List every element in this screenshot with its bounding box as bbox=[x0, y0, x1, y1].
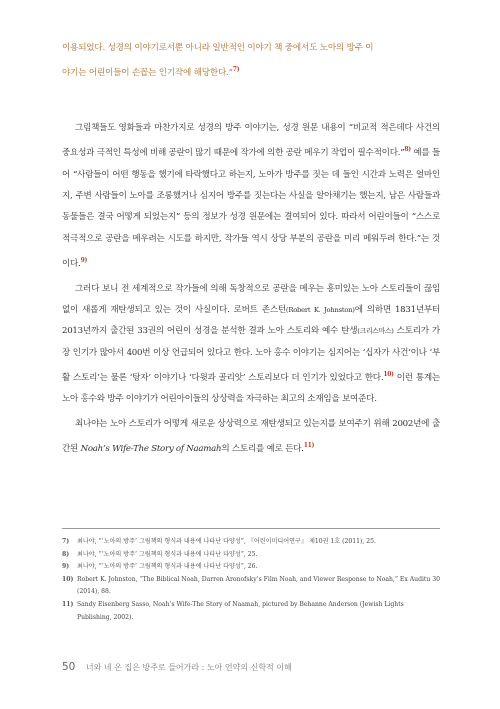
footnote-number: 8) bbox=[62, 550, 70, 558]
footnote-text: 최나야, “‘노아의 방주’ 그림책의 형식과 내용에 나타난 다양성”, 『어린이미디어연구』 제10권 1호 (2011), 25. bbox=[77, 538, 376, 545]
block-quote bbox=[62, 38, 442, 84]
christmas-note: (크리스마스) bbox=[357, 327, 394, 336]
body-text bbox=[62, 118, 440, 464]
footnote-ref-7[interactable]: 7) bbox=[232, 66, 240, 73]
paragraph-1-part-a: 그림책들도 영화들과 마찬가지로 성경의 방주 이야기는, 성경 원문 내용이 “비교적 적은데다 사건의 중요성과 극적인 특성에 비해 공란이 많기 때문에 작가에 의한 공란 메우기 작업이 필수적이다.” bbox=[62, 123, 440, 159]
footnote-11 bbox=[62, 599, 440, 624]
paragraph-2-part-c: 스토리가 가장 인기가 많아서 400번 이상 언급되어 있다고 한다. 노아 홍수 이야기는 심지어는 ‘십자가 사건’이나 ‘부활 스토리’는 물론 ‘탕자’ 이야기나 ‘다윗과 골리앗’ 스토리보다 더 인기가 있었다고 한다. bbox=[62, 326, 440, 384]
paragraph-2 bbox=[62, 279, 440, 411]
page-number: 50 bbox=[62, 661, 76, 673]
footnote-ref-8[interactable]: 8) bbox=[404, 146, 411, 154]
paragraph-3-part-a: 최나야는 노아 스토리가 어떻게 새로운 상상력으로 재탄생되고 있는지를 보여주기 위해 2002년에 출간된 bbox=[62, 418, 440, 455]
footnote-number: 7) bbox=[62, 538, 70, 545]
book-title: Noah’s Wife-The Story of Naamah bbox=[80, 444, 222, 455]
footnote-10 bbox=[62, 574, 440, 599]
footnote-9 bbox=[62, 561, 440, 574]
footnote-number: 11) bbox=[62, 600, 74, 608]
quote-line-1: 이용되었다. 성경의 이야기로서뿐 아니라 일반적인 이야기 책 중에서도 노아의 방주 이 bbox=[62, 43, 374, 53]
paragraph-3 bbox=[62, 414, 440, 461]
quote-line-2 bbox=[62, 59, 442, 84]
footnote-ref-10[interactable]: 10) bbox=[383, 371, 394, 379]
paragraph-1 bbox=[62, 118, 440, 276]
paragraph-2-part-b: 에 의하면 1831년부터 2013년까지 출간된 33권의 어린이 성경을 분석한 결과 노아 스토리와 예수 탄생 bbox=[62, 304, 440, 337]
footnote-number: 9) bbox=[62, 563, 70, 571]
paragraph-1-part-b: 예를 들어 “사람들이 어떤 행동을 했기에 타락했다고 하는지, 노아가 방주를 짓는 데 들인 시간과 노력은 얼마인지, 주변 사람들이 노아를 조롱했거나 심지어 방주를 짓는다는 사실을 알아채기는 했는지, 남은 사람들과 동물들은 결국 어떻게 되었는지” 등의 정보가 성경 원문에는 결여되어 있다. 따라서 어린이들이 “스스로 적극적으로 공란을 메우려는 시도를 하지만, 작가들 역시 상당 부분의 공란을 미리 메워두려 한다.”는 것이다. bbox=[62, 148, 441, 270]
page-footer bbox=[62, 661, 442, 673]
footnote-divider bbox=[62, 528, 440, 529]
quote-line-2-text: 야기는 어린이들이 손꼽는 인기작에 해당한다.” bbox=[62, 67, 233, 78]
footnote-ref-11[interactable]: 11) bbox=[303, 442, 315, 450]
footnotes bbox=[62, 536, 440, 624]
footnote-text: 최나야, “‘노아의 방주’ 그림책의 형식과 내용에 나타난 다양성”, 25. bbox=[77, 550, 258, 558]
footnote-number: 10) bbox=[62, 575, 74, 583]
running-title: 너와 네 온 집은 방주로 들어가라 : 노아 언약의 신학적 이해 bbox=[85, 663, 292, 672]
footnote-7 bbox=[62, 536, 440, 549]
footnote-text: Sandy Eisenberg Sasso, Noah’s Wife-The Story of Naamah, pictured by Behanne Anderson (Jewish Lights Publishing, 2002). bbox=[77, 600, 404, 621]
author-name-latin: (Robert K. Johnston) bbox=[285, 305, 355, 314]
footnote-text: Robert K. Johnston, “The Biblical Noah, Darren Aronofsky’s Film Noah, and Viewer Response to Noah,” Ex Auditu 30 (2014), 88. bbox=[77, 575, 440, 596]
footnote-text: 최나야, “‘노아의 방주’ 그림책의 형식과 내용에 나타난 다양성”, 26. bbox=[77, 563, 258, 571]
footnote-8 bbox=[62, 549, 440, 562]
paragraph-2-part-a: 그러다 보니 전 세계적으로 작가들에 의해 독창적으로 공란을 메우는 흥미있는 노아 스토리들이 끊임없이 새롭게 재탄생되고 있는 것이 사실이다. 로버트 존스턴 bbox=[62, 283, 440, 315]
paragraph-2-part-d: 이런 통계는 노아 홍수와 방주 이야기가 어린아이들의 상상력을 자극하는 최고의 소재임을 보여준다. bbox=[62, 373, 440, 405]
footnote-ref-9[interactable]: 9) bbox=[80, 257, 88, 265]
paragraph-3-part-b: 의 스토리를 예로 든다. bbox=[221, 444, 304, 455]
